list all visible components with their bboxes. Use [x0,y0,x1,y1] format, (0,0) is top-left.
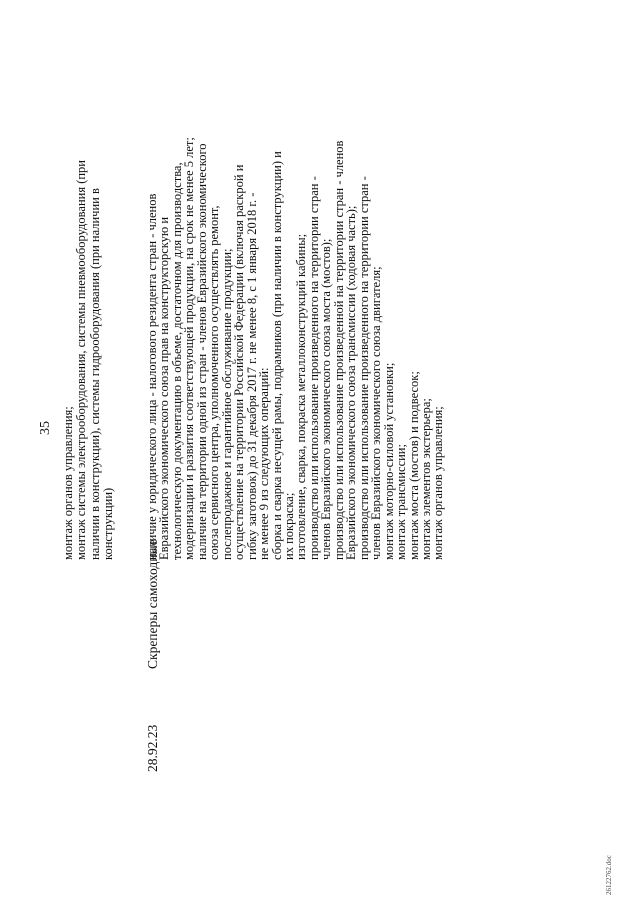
requirement-line: монтаж трансмиссии; [394,444,409,560]
requirement-line: членов Евразийского экономического союза моста (мостов); [319,238,334,560]
text-line: наличии в конструкции), системы гидрооборудования (при наличии в [87,188,102,560]
requirement-line: сборка и сварка несущей рамы, подрамников (при наличии в конструкции) и [269,151,284,560]
requirement-line: монтаж органов управления; [431,406,446,560]
requirement-line: Евразийского экономического союза трансмиссии (ходовая часть); [344,205,359,560]
file-name-footer: 26122762.doc [605,855,613,895]
continuation-text [62,20,116,560]
requirement-line: наличие у юридического лица - налогового резидента стран - членов [145,193,159,560]
requirement-line: производство или использование произведенного на территории стран - [356,176,371,560]
text-line: монтаж органов управления; [61,406,75,560]
requirement-line: осуществление на территории Российской Федерации (включая раскрой и [232,164,247,560]
requirement-line: членов Евразийского экономического союза двигателя; [369,266,384,560]
requirement-line: союза сервисного центра, уполномоченного осуществлять ремонт, [207,205,222,560]
page-number: 35 [38,421,53,435]
product-name: Скреперы самоходные [145,539,160,669]
product-code: 28.92.23 [145,724,160,772]
requirement-line: изготовление, сварка, покраска металлоконструкций кабины; [294,233,309,560]
requirements-text [146,15,445,560]
requirement-line: Евразийского экономического союза прав на конструкторскую и [157,216,172,560]
requirement-line: их покраска; [281,492,296,560]
text-line: монтаж системы электрооборудования, системы пневмооборудования (при [74,160,89,560]
requirement-line: монтаж моторно-силовой установки; [381,362,396,560]
requirement-line: производство или использование произведенной на территории стран - членов [331,140,346,560]
requirement-line: монтаж моста (мостов) и подвесок; [406,371,421,560]
requirement-line: модернизации и развития соответствующей продукции, на срок не менее 5 лет; [182,137,197,560]
requirement-line: послепродажное и гарантийное обслуживание продукции; [219,248,234,560]
text-line: конструкции) [101,487,116,560]
requirement-line: производство или использование произведенного на территории стран - [306,176,321,560]
requirement-line: технологическую документацию в объеме, достаточном для производства, [169,162,184,560]
requirement-line: монтаж элементов экстерьера; [418,398,433,560]
requirement-line: наличие на территории одной из стран - членов Евразийского экономического [194,143,209,560]
requirement-line: не менее 9 из следующих операций: [257,367,272,560]
requirement-line: гибку заготовок) до 31 декабря 2017 г. не менее 8, с 1 января 2018 г. - [244,192,259,560]
